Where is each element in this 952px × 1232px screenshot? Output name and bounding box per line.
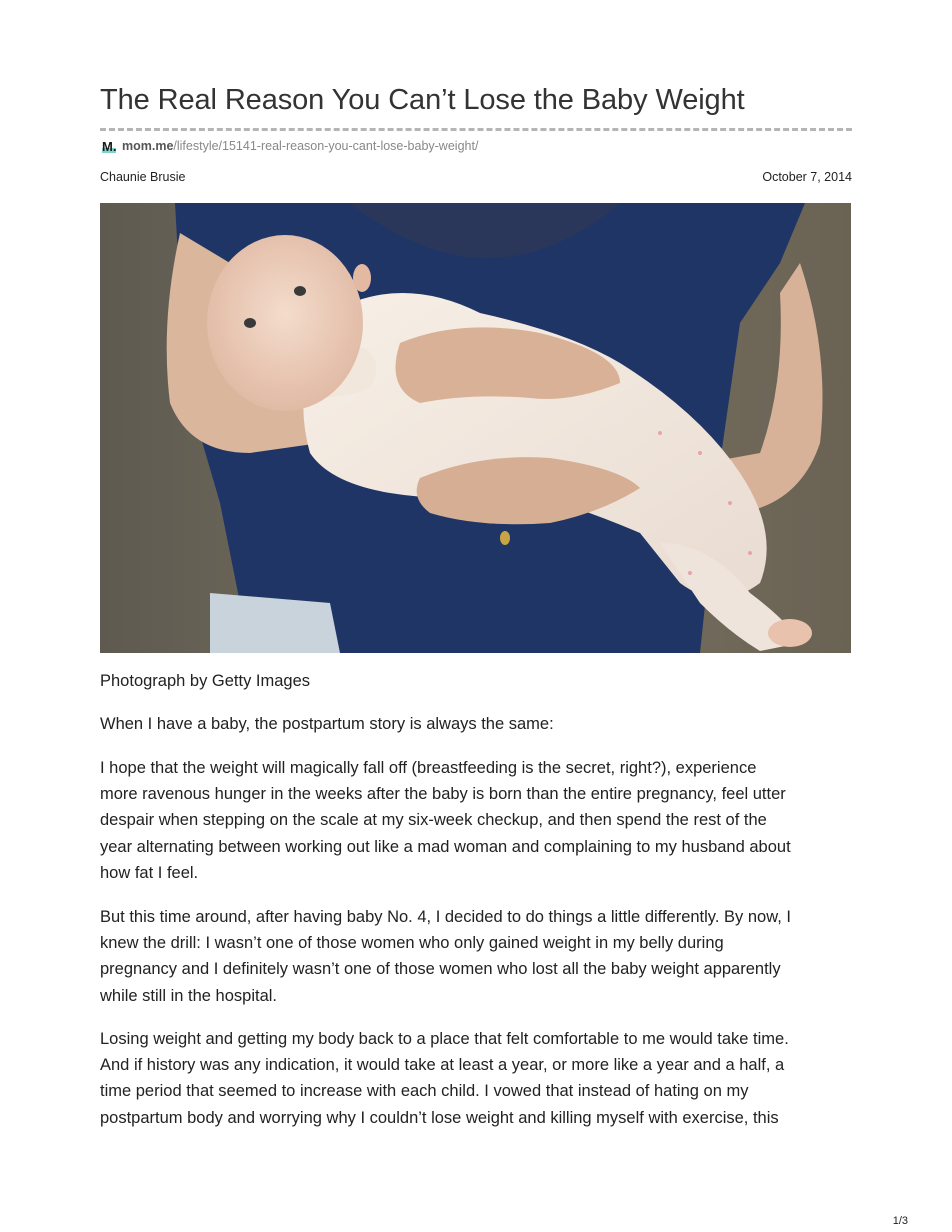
source-path[interactable]: /lifestyle/15141-real-reason-you-cant-lose-baby-weight/ <box>173 139 479 153</box>
body-paragraph-3 <box>100 904 860 1009</box>
body-paragraph-1 <box>100 711 860 737</box>
article-title: The Real Reason You Can’t Lose the Baby Weight <box>100 84 745 116</box>
source-url[interactable] <box>101 137 478 155</box>
paragraph-line: while still in the hospital. <box>100 986 278 1005</box>
paragraph-line: more ravenous hunger in the weeks after the baby is born than the entire pregnancy, feel utter <box>100 785 786 804</box>
paragraph-line: knew the drill: I wasn’t one of those women who only gained weight in my belly during <box>100 934 724 953</box>
body-paragraph-4 <box>100 1026 860 1131</box>
publish-date: October 7, 2014 <box>762 170 852 184</box>
page-number: 1/3 <box>892 1215 908 1227</box>
source-domain[interactable]: mom.me <box>122 139 174 153</box>
byline-row <box>100 170 852 186</box>
title-divider <box>100 128 852 131</box>
paragraph-line: how fat I feel. <box>100 863 199 882</box>
author-name: Chaunie Brusie <box>100 170 186 184</box>
paragraph-line: despair when stepping on the scale at my six-week checkup, and then spend the rest of the <box>100 811 767 830</box>
body-paragraph-2 <box>100 755 860 886</box>
paragraph-line: Losing weight and getting my body back to a place that felt comfortable to me would take time. <box>100 1030 789 1048</box>
paragraph-line: year alternating between working out like a mad woman and complaining to my husband about <box>100 837 791 856</box>
article-photo <box>100 203 851 653</box>
photo-caption: Photograph by Getty Images <box>100 672 311 690</box>
mom-me-favicon-icon <box>101 138 117 154</box>
paragraph-line: postpartum body and worrying why I couldn’t lose weight and killing myself with exercise, this <box>100 1108 779 1127</box>
paragraph-line: I hope that the weight will magically fall off (breastfeeding is the secret, right?), experience <box>100 759 757 777</box>
svg-text:M.: M. <box>102 139 117 154</box>
paragraph-line: And if history was any indication, it would take at least a year, or more like a year and a half, a <box>100 1056 785 1075</box>
paragraph-line: time period that seemed to increase with each child. I vowed that instead of hating on my <box>100 1082 749 1101</box>
paragraph-line: pregnancy and I definitely wasn’t one of those women who lost all the baby weight apparently <box>100 960 781 979</box>
paragraph-line: But this time around, after having baby No. 4, I decided to do things a little differently. By now, I <box>100 908 791 926</box>
paragraph-line: When I have a baby, the postpartum story is always the same: <box>100 715 554 733</box>
